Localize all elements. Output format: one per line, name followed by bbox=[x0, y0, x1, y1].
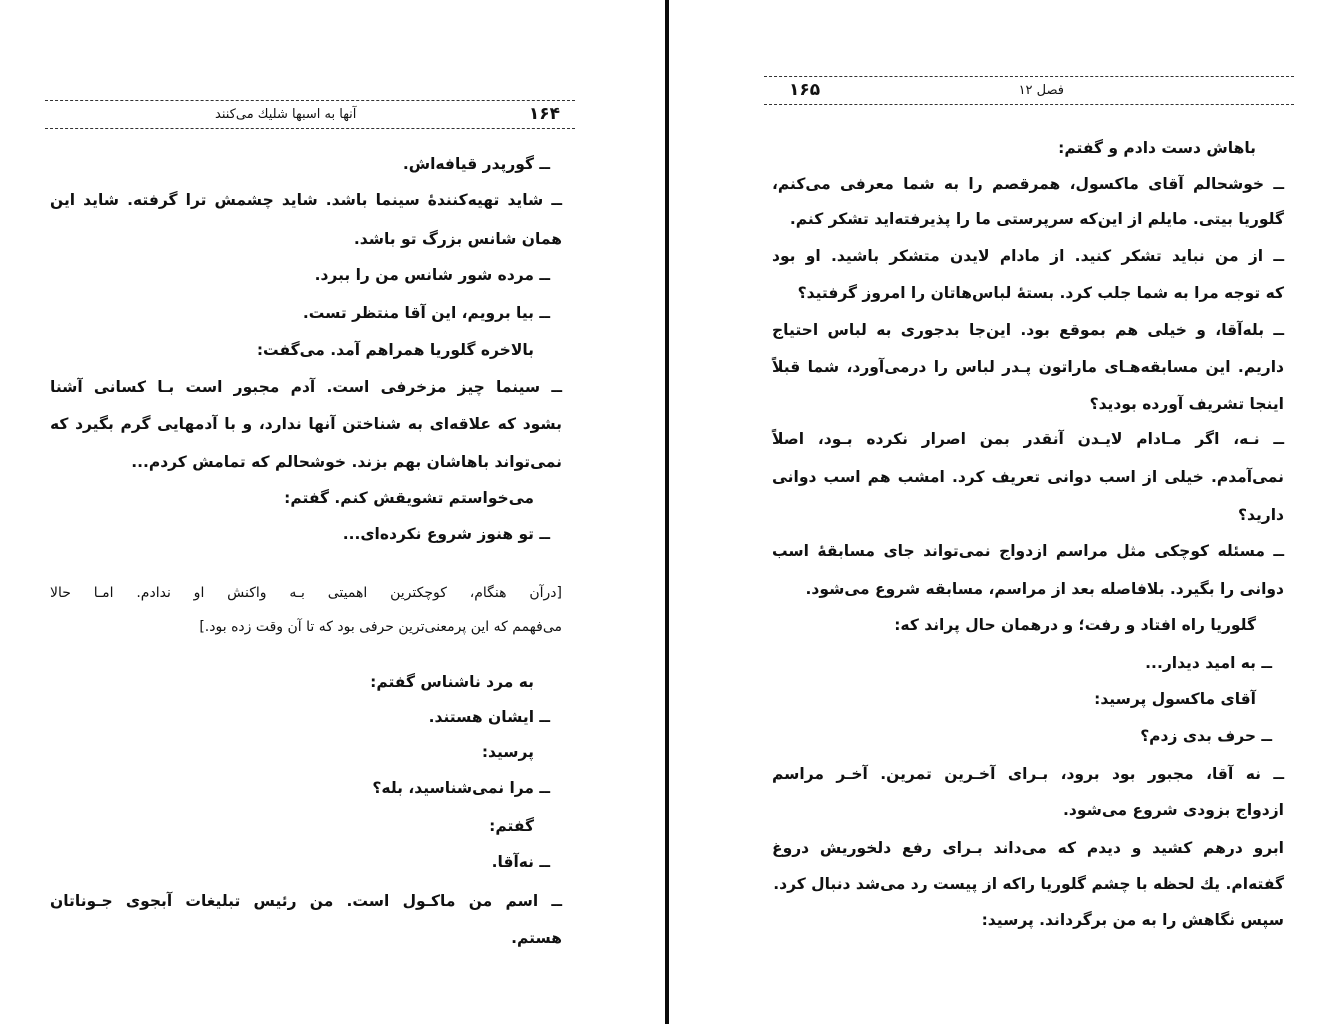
right-page-header bbox=[789, 80, 1064, 100]
page-number: ۱۶۵ bbox=[789, 80, 821, 100]
left-page bbox=[0, 0, 666, 1024]
text-line: ــ گورپدر قیافه‌اش. bbox=[402, 155, 550, 173]
text-line: ــ بیا برویم، این آقا منتظر تست. bbox=[302, 304, 550, 322]
text-line: ــ بله‌آقا، و خیلی هم بموقع بود. این‌جا بدجوری به لباس احتیاج bbox=[772, 321, 1284, 339]
text-line: گفته‌ام. یك لحظه با چشم گلوریا راكه از پیست رد می‌شد دنبال كرد. bbox=[773, 875, 1284, 893]
text-line: ــ از من نباید تشكر كنید. از مادام لایدن متشكر باشید. او بود bbox=[772, 247, 1284, 265]
left-page-body bbox=[50, 150, 562, 970]
text-line: بالاخره گلوریا همراهم آمد. می‌گفت: bbox=[256, 341, 534, 359]
text-line: به مرد ناشناس گفتم: bbox=[370, 673, 534, 691]
text-line: بشود كه علاقه‌ای به شناختن آنها ندارد، و با آدمهایی گرم بگیرد كه bbox=[50, 415, 562, 433]
text-line: ــ نه‌آقا. bbox=[491, 853, 550, 871]
text-line: ــ تو هنوز شروع نكرده‌ای... bbox=[342, 525, 550, 543]
text-line: همان شانس بزرگ تو باشد. bbox=[353, 230, 562, 248]
text-line: ــ اسم من ماكـول است. من رئیس تبلیغات آبجوی جـوناتان bbox=[50, 892, 562, 910]
text-line: ــ به امید دیدار... bbox=[1145, 654, 1272, 672]
text-line: ــ حرف بدی زدم؟ bbox=[1140, 727, 1272, 745]
text-line: نمی‌آمدم. خیلی از اسب دوانی تعریف كرد. امشب هم اسب دوانی bbox=[772, 468, 1284, 486]
text-line: ــ شاید تهیه‌كنندهٔ سینما باشد. شاید چشمش ترا گرفته. شاید این bbox=[50, 191, 562, 209]
footnote-line: [درآن هنگام، كوچكترین اهمیتی بـه واكنش او ندادم. امـا حالا bbox=[50, 585, 562, 601]
header-bottom-rule bbox=[764, 104, 1294, 105]
page-number: ۱۶۴ bbox=[528, 104, 560, 124]
text-line: ــ نه آقا، مجبور بود برود، بـرای آخـرین تمرین. آخـر مراسم bbox=[772, 765, 1284, 783]
header-bottom-rule bbox=[45, 128, 575, 129]
text-line: هستم. bbox=[511, 929, 562, 947]
text-line: دارید؟ bbox=[1238, 506, 1284, 524]
running-title: آنها به اسبها شلیك می‌كنند bbox=[215, 106, 357, 122]
text-line: گلوریا راه افتاد و رفت؛ و درهمان حال پراند كه: bbox=[894, 616, 1256, 634]
text-line: باهاش دست دادم و گفتم: bbox=[1058, 139, 1256, 157]
left-page-header bbox=[215, 104, 560, 124]
text-line: ــ سینما چیز مزخرفی است. آدم مجبور است بـا كسانی آشنا bbox=[50, 378, 562, 396]
text-line: گفتم: bbox=[489, 817, 534, 835]
text-line: ازدواج بزودی شروع می‌شود. bbox=[1063, 801, 1284, 819]
running-title: فصل ۱۲ bbox=[1018, 82, 1064, 98]
footnote-line: می‌فهمم كه این پرمعنی‌ترین حرفی بود كه تا آن وقت زده بود.] bbox=[199, 619, 562, 635]
right-page-body bbox=[772, 126, 1284, 946]
text-line: داریم. این مسابقه‌هـای ماراتون پـدر لباس را درمی‌آورد، شما قبلاً bbox=[772, 358, 1284, 376]
text-line: سپس نگاهش را به من برگرداند. پرسید: bbox=[981, 911, 1284, 929]
text-line: پرسید: bbox=[481, 743, 534, 761]
header-top-rule bbox=[764, 76, 1294, 77]
text-line: آقای ماكسول پرسید: bbox=[1094, 690, 1256, 708]
text-line: ــ خوشحالم آقای ماكسول، همرقصم را به شما معرفی می‌كنم، bbox=[772, 175, 1284, 193]
header-top-rule bbox=[45, 100, 575, 101]
text-line: گلوریا بیتی. مایلم از این‌كه سرپرستی ما را پذیرفته‌اید تشكر كنم. bbox=[789, 210, 1284, 228]
text-line: می‌خواستم تشویقش كنم. گفتم: bbox=[284, 489, 534, 507]
text-line: ــ نـه، اگر مـادام لایـدن آنقدر بمن اصرار نكرده بـود، اصلاً bbox=[772, 430, 1284, 448]
text-line: دوانی را بگیرد. بلافاصله بعد از مراسم، مسابقه شروع می‌شود. bbox=[805, 580, 1284, 598]
text-line: ــ مرده شور شانس من را ببرد. bbox=[314, 266, 550, 284]
text-line: اینجا تشریف آورده بودید؟ bbox=[1089, 395, 1284, 413]
text-line: ــ مسئله كوچكی مثل مراسم ازدواج نمی‌تواند جای مسابقهٔ اسب‌ bbox=[772, 542, 1284, 560]
text-line: ــ مرا نمی‌شناسید، بله؟ bbox=[372, 779, 550, 797]
text-line: ــ ایشان هستند. bbox=[428, 708, 550, 726]
text-line: نمی‌تواند باهاشان بهم بزند. خوشحالم كه تمامش كردم... bbox=[131, 453, 562, 471]
right-page bbox=[669, 0, 1335, 1024]
text-line: كه توجه مرا به شما جلب كرد. بستهٔ لباس‌هاتان را امروز گرفتید؟ bbox=[797, 284, 1284, 302]
text-line: ابرو درهم كشید و دیدم كه می‌داند بـرای رفع دلخوریش دروغ bbox=[772, 839, 1284, 857]
